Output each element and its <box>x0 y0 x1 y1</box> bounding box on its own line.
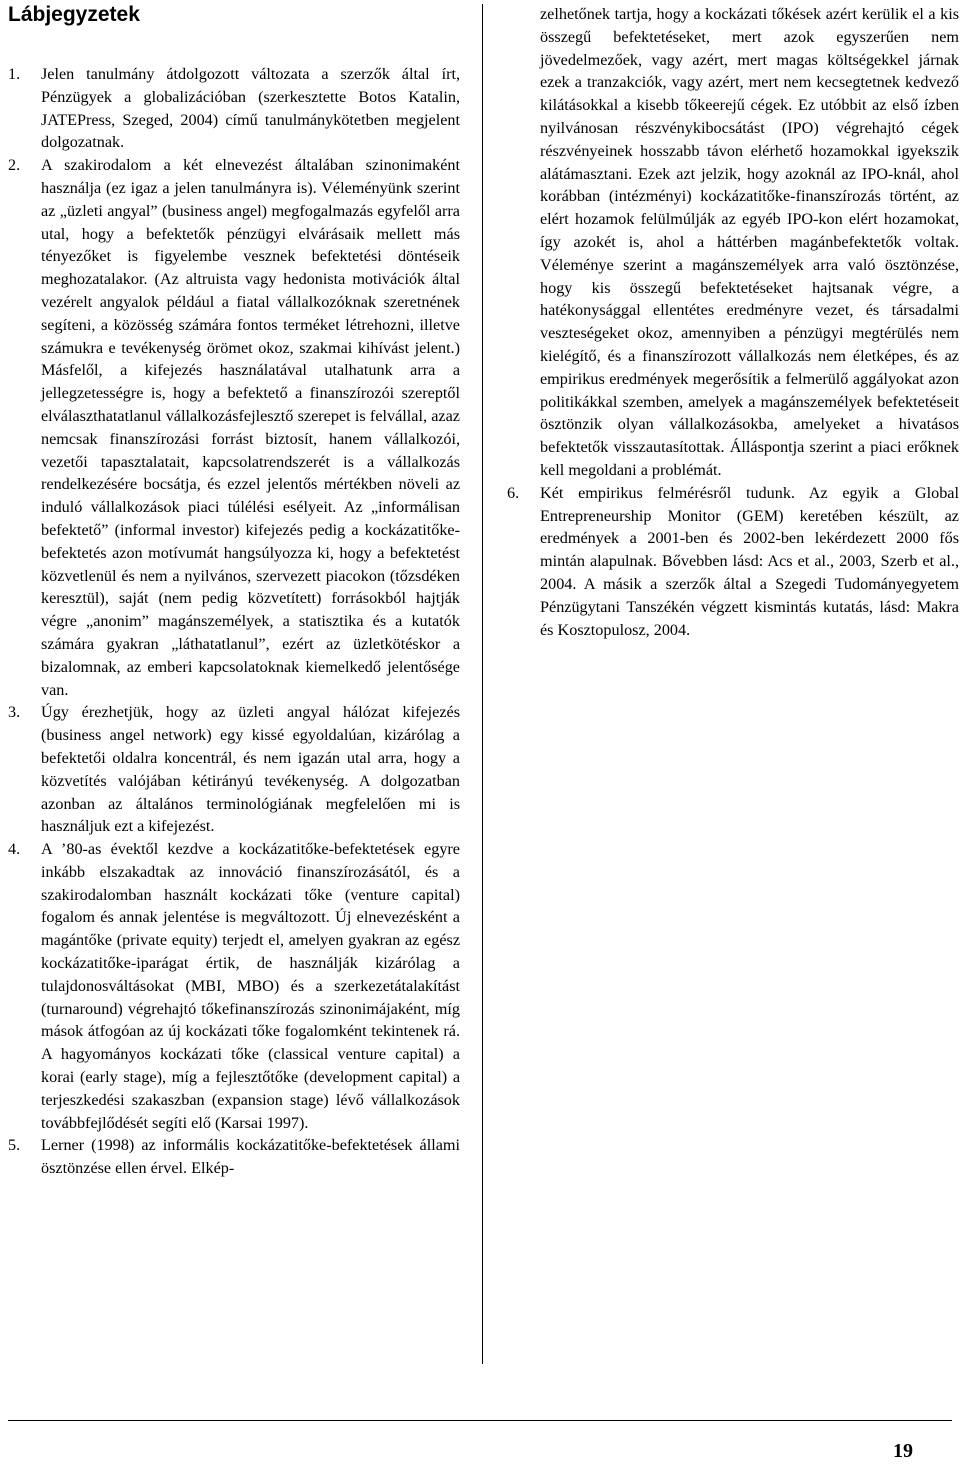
footnote-number: 6. <box>507 483 520 502</box>
left-column <box>8 63 460 1180</box>
footnote-2 <box>8 154 460 701</box>
page-number: 19 <box>893 1440 913 1462</box>
footnote-number: 5. <box>8 1136 21 1155</box>
footnote-number: 3. <box>8 703 21 722</box>
footnote-5-continued <box>507 3 959 482</box>
page-title: Lábjegyzetek <box>8 3 140 26</box>
footnote-4 <box>8 838 460 1134</box>
footnote-1 <box>8 63 460 154</box>
footnote-number: 1. <box>8 65 21 83</box>
footnote-text: Jelen tanulmány átdolgozott változata a szerzők által írt, Pénzügyek a globalizációban (szerkesztette Botos Katalin, JATEPress, Szeged, 2004) című tanulmánykötetben megjelent dolgozatnak. <box>41 65 460 152</box>
right-column <box>507 3 959 641</box>
footnote-5 <box>8 1134 460 1180</box>
column-divider <box>482 4 483 1364</box>
footnote-text: Két empirikus felmérésről tudunk. Az egyik a Global Entrepreneurship Monitor (GEM) keretében készült, az eredmények a 2001-ben és 2002-ben lekérdezett 2000 fős mintán alapulnak. Bővebben lásd: Acs et al., 2003, Szerb et al., 2004. A másik a szerzők által a Szegedi Tudományegyetem Pénzügytani Tanszékén végzett kismintás kutatás, lásd: Makra és Kosztopulosz, 2004. <box>540 483 959 639</box>
footnote-text: zelhetőnek tartja, hogy a kockázati tőkések azért kerülik el a kis összegű befektetéseket, mert azok egyszerűen nem jövedelmezőek, vagy azért, mert magas költségekkel járnak ezek a tranzakciók, vagy azért, mert nem kecsegtetnek kedvező kilátásokkal a kisebb tőkeerejű cégek. Ez utóbbit az első ízben nyilvánosan részvénykibocsátást (IPO) végrehajtó cégek részvényeinek hosszabb távon elérhető hozamokkal igyekszik alátámasztani. Ezek azt jelzik, hogy azoknál az IPO-knál, ahol korábban (intézményi) kockázatitőke-finanszírozás történt, az elért hozamok felülmúlják az egyéb IPO-kon elért hozamokat, így azokét is, ahol a háttérben magánbefektetők voltak. Véleménye szerint a magánszemélyek arra való ösztönzése, hogy kis összegű befektetéseket hajtsanak végre, a hatékonysággal ellentétes eredményre vezet, és társadalmi veszteségeket okoz, amennyiben a pénzügyi megtérülés nem kielégítő, és a finanszírozott vállalkozás nem életképes, és az empirikus eredmények megerősítik a felmerülő aggályokat azon politikákkal szemben, amelyek a magánszemélyek befektetéseit ösztönzik olyan vállalkozásokba, amelyeket a hivatásos befektetők visszautasítottak. Álláspontja szerint a piaci erőknek kell megoldani a problémát. <box>540 5 959 479</box>
footnote-text: Úgy érezhetjük, hogy az üzleti angyal hálózat kifejezés (business angel network) egy kissé egyoldalúan, kizárólag a befektetői oldalra koncentrál, és nem igazán utal arra, hogy a közvetítés valójában kétirányú tevékenység. A dolgozatban azonban az általános terminológiának megfelelően mi is használjuk ezt a kifejezést. <box>41 703 460 836</box>
footnote-6 <box>507 482 959 642</box>
footnote-number: 4. <box>8 840 21 859</box>
footer-rule <box>8 1420 952 1421</box>
footnote-3 <box>8 701 460 838</box>
footnote-text: Lerner (1998) az informális kockázatitőke-befektetések állami ösztönzése ellen érvel. Elkép- <box>41 1136 460 1178</box>
footnote-text: A ’80-as évektől kezdve a kockázatitőke-befektetések egyre inkább elszakadtak az innováció finanszírozásától, és a szakirodalomban használt kockázati tőke (venture capital) fogalom és annak jelentése is megváltozott. Új elnevezésként a magántőke (private equity) terjedt el, amelyen gyakran az egész kockázatitőke-iparágat értik, de használják kizárólag a tulajdonosváltásokat (MBI, MBO) és a szerkezetátalakítást (turnaround) végrehajtó tőkefinanszírozás szinonimájaként, míg mások átfogóan az új kockázati tőke fogalomként tekintenek rá. A hagyományos kockázati tőke (classical venture capital) a korai (early stage), míg a fejlesztőtőke (development capital) a terjeszkedési szakaszban (expansion stage) lévő vállalkozások továbbfejlődését segíti elő (Karsai 1997). <box>41 840 460 1132</box>
footnote-number: 2. <box>8 156 21 175</box>
footnote-text: A szakirodalom a két elnevezést általában szinonimaként használja (ez igaz a jelen tanulmányra is). Véleményünk szerint az „üzleti angyal” (business angel) megfogalmazás egyfelől arra utal, hogy a befektetők pénzügyi elvárásaik mellett más tényezőket is figyelembe vesznek befektetési döntéseik meghozatalakor. (Az altruista vagy hedonista motivációk által vezérelt angyalok például a fiatal vállalkozóknak szeretnének segíteni, a közösség számára fontos terméket létrehozni, illetve számukra e tevékenység örömet okoz, szakmai kihívást jelent.) Másfelől, a kifejezés használatával utalhatunk arra a jellegzetességre is, hogy a befektető a finanszírozói szereptől elválaszthatatlanul vállalkozásfejlesztő szerepet is felvállal, azaz nemcsak finanszírozási forrást biztosít, hanem vállalkozói, vezetői tapasztalatait, kapcsolatrendszerét is a vállalkozás rendelkezésére bocsátja, és ezzel jelentős mértékben növeli az induló vállalkozások piaci túlélési esélyeit. Az „informálisan befektető” (informal investor) kifejezés pedig a kockázatitőke-befektetés azon motívumát hangsúlyozza ki, hogy a befektetést közvetlenül és nem a nyilvános, szervezett piacokon (tőzsdéken keresztül), saját (nem pedig közvetített) forrásokból hajtják végre „anonim” magánszemélyek, a statisztika és a kutatók számára gyakran „láthatatlanul”, ezért az üzletkötéskor a bizalomnak, az emberi kapcsolatoknak kiemelkedő jelentősége van. <box>41 156 460 699</box>
